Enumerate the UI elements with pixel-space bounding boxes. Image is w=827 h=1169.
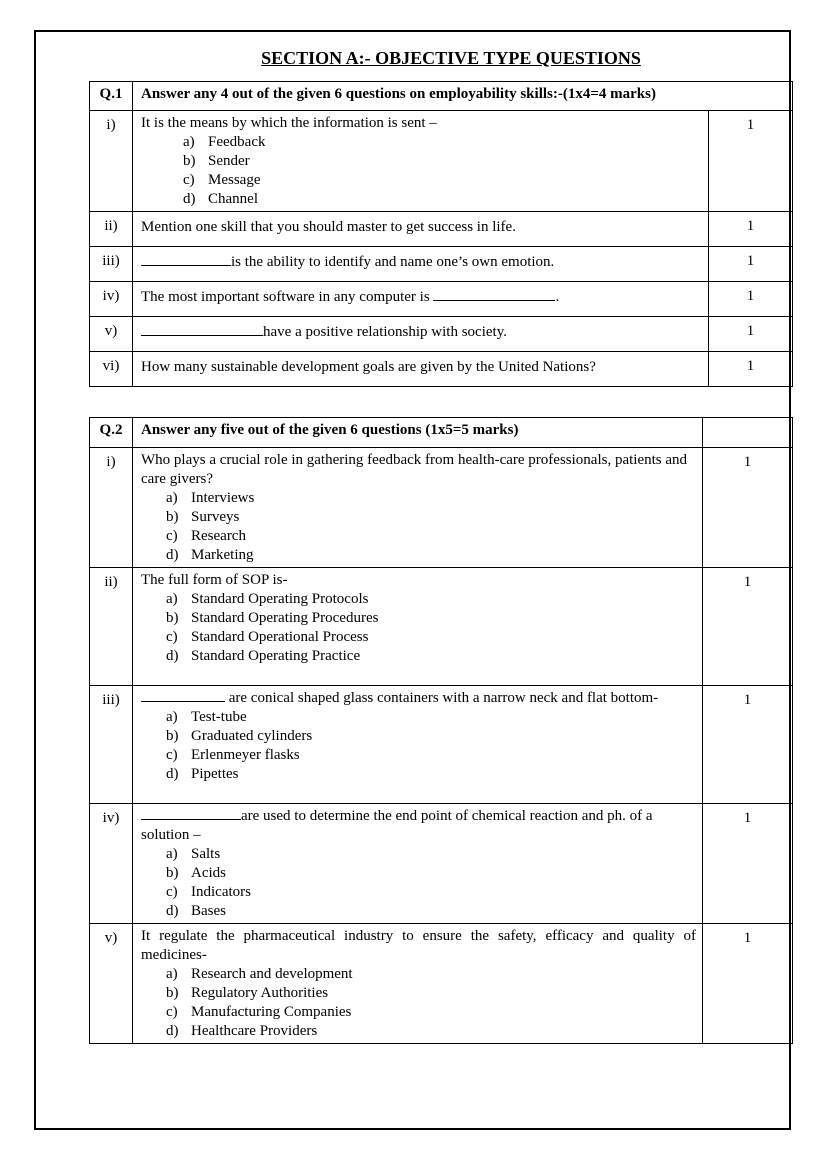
option: d) Marketing (166, 547, 254, 563)
question-text: How many sustainable development goals are given by the United Nations? (133, 352, 709, 387)
question-text: are conical shaped glass containers with a narrow neck and flat bottom- (228, 690, 659, 706)
q2-instruction: Answer any five out of the given 6 questions (1x5=5 marks) (133, 418, 703, 448)
option: a) Standard Operating Protocols (166, 591, 369, 607)
question-text: Who plays a crucial role in gathering feedback from health-care professionals, patients and care givers? (141, 452, 688, 487)
q2-item-row (90, 568, 793, 686)
marks: 1 (709, 282, 793, 317)
q1-instruction: Answer any 4 out of the given 6 questions on employability skills:-(1x4=4 marks) (133, 82, 793, 111)
q1-header-row (90, 82, 793, 111)
marks: 1 (703, 924, 793, 1044)
marks: 1 (703, 568, 793, 686)
q1-item-row (90, 111, 793, 212)
option: b) Standard Operating Procedures (166, 610, 379, 626)
answer-blank (141, 253, 231, 266)
answer-blank (433, 288, 555, 301)
options-list (141, 845, 696, 921)
q1-item-row (90, 282, 793, 317)
item-number: ii) (90, 568, 133, 686)
q1-item-row (90, 212, 793, 247)
q1-table (89, 81, 793, 387)
question-cell (133, 568, 703, 686)
question-text: have a positive relationship with society. (263, 324, 507, 340)
options-list (141, 590, 696, 666)
q1-number: Q.1 (90, 82, 133, 111)
question-text: are used to determine the end point of chemical reaction and ph. of a solution – (141, 808, 653, 843)
question-text: It is the means by which the information is sent – (141, 115, 437, 131)
item-number: ii) (90, 212, 133, 247)
question-text-wrap (141, 807, 696, 845)
q2-number: Q.2 (90, 418, 133, 448)
option: d) Bases (166, 903, 226, 919)
q2-item-row (90, 686, 793, 804)
option: a) Feedback (183, 134, 266, 150)
answer-blank (141, 689, 225, 702)
option: a) Research and development (166, 966, 353, 982)
item-number: vi) (90, 352, 133, 387)
option: d) Channel (183, 191, 258, 207)
option: a) Interviews (166, 490, 255, 506)
item-number: iii) (90, 686, 133, 804)
item-number: v) (90, 924, 133, 1044)
marks-header (703, 418, 793, 448)
item-number: iv) (90, 282, 133, 317)
q2-item-row (90, 448, 793, 568)
q2-item-row (90, 924, 793, 1044)
options-list (141, 708, 696, 784)
item-number: i) (90, 111, 133, 212)
question-cell (133, 111, 709, 212)
q2-table (89, 417, 793, 1044)
question-text: The most important software in any computer is (141, 289, 430, 305)
options-list (141, 489, 696, 565)
option: c) Standard Operational Process (166, 629, 369, 645)
question-text: Mention one skill that you should master to get success in life. (133, 212, 709, 247)
option: d) Standard Operating Practice (166, 648, 361, 664)
option: b) Graduated cylinders (166, 728, 313, 744)
item-number: i) (90, 448, 133, 568)
section-title: SECTION A:- OBJECTIVE TYPE QUESTIONS (261, 48, 641, 68)
item-number: v) (90, 317, 133, 352)
marks: 1 (709, 352, 793, 387)
item-number: iv) (90, 804, 133, 924)
option: c) Research (166, 528, 246, 544)
q2-item-row (90, 804, 793, 924)
marks: 1 (709, 317, 793, 352)
option: d) Healthcare Providers (166, 1023, 318, 1039)
answer-blank (141, 807, 241, 820)
options-list (141, 965, 696, 1041)
option: b) Surveys (166, 509, 240, 525)
question-text: It regulate the pharmaceutical industry to ensure the safety, efficacy and quality of medicines- (141, 928, 696, 963)
question-cell (133, 247, 709, 282)
option: b) Sender (183, 153, 250, 169)
marks: 1 (703, 804, 793, 924)
question-text-wrap (141, 689, 696, 708)
option: d) Pipettes (166, 766, 239, 782)
marks: 1 (709, 212, 793, 247)
item-number: iii) (90, 247, 133, 282)
q1-item-row (90, 247, 793, 282)
option: c) Indicators (166, 884, 251, 900)
answer-blank (141, 323, 263, 336)
question-cell (133, 924, 703, 1044)
option: a) Test-tube (166, 709, 247, 725)
marks: 1 (703, 686, 793, 804)
question-cell: The most important software in any computer is . (133, 282, 709, 317)
q1-item-row (90, 352, 793, 387)
marks: 1 (703, 448, 793, 568)
question-cell (133, 317, 709, 352)
question-text: The full form of SOP is- (141, 572, 288, 588)
option: c) Erlenmeyer flasks (166, 747, 300, 763)
marks: 1 (709, 247, 793, 282)
option: a) Salts (166, 846, 221, 862)
q2-header-row (90, 418, 793, 448)
marks: 1 (709, 111, 793, 212)
option: c) Manufacturing Companies (166, 1004, 352, 1020)
option: b) Regulatory Authorities (166, 985, 329, 1001)
q1-item-row (90, 317, 793, 352)
option: c) Message (183, 172, 261, 188)
question-cell (133, 448, 703, 568)
option: b) Acids (166, 865, 226, 881)
question-text: is the ability to identify and name one’s own emotion. (231, 254, 555, 270)
question-cell (133, 686, 703, 804)
options-list (141, 133, 702, 209)
question-cell (133, 804, 703, 924)
